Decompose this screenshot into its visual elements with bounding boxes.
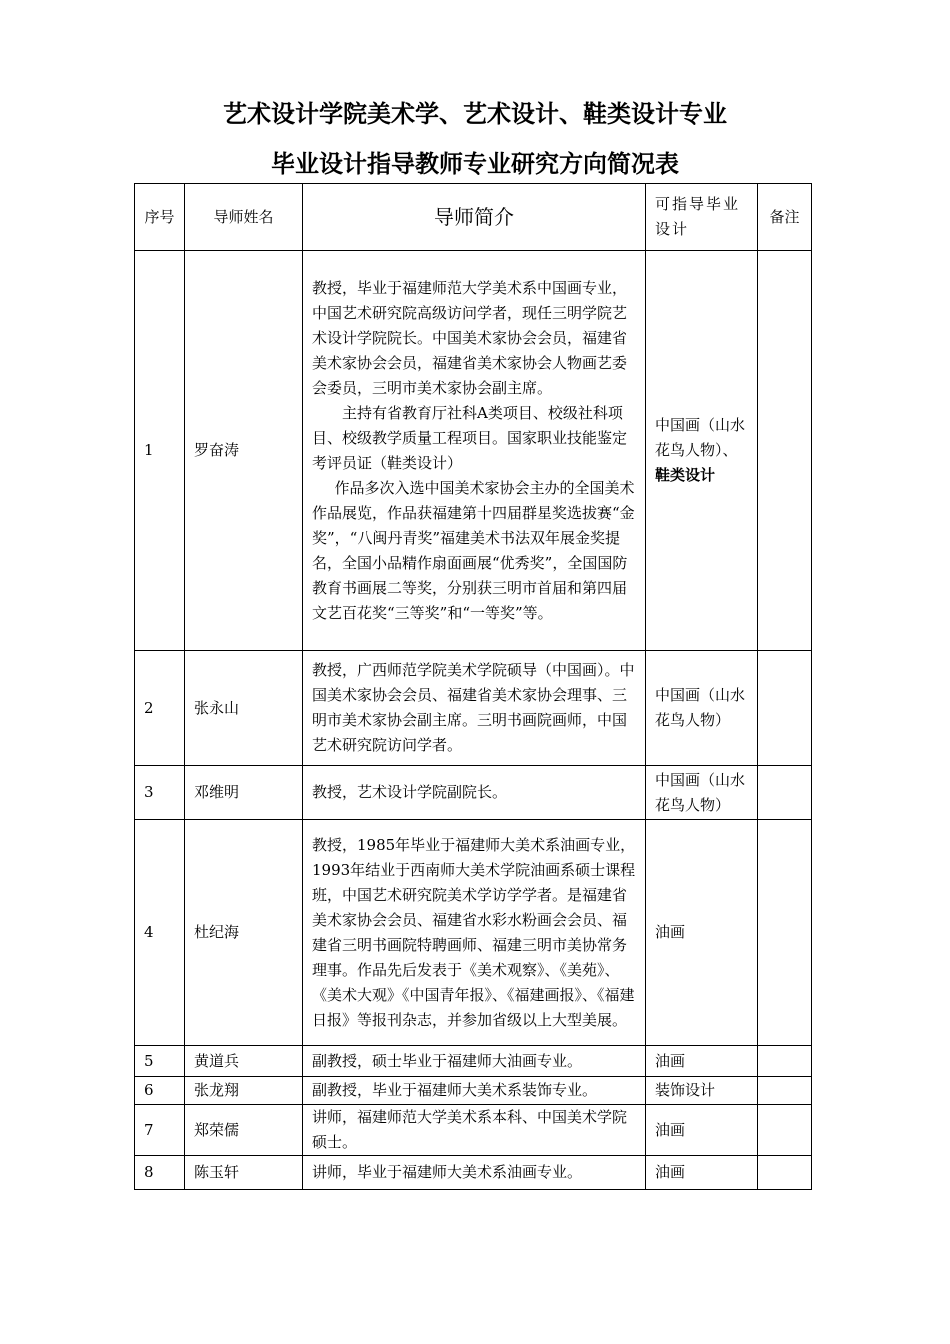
table-row [135, 1077, 812, 1105]
row-design: 装饰设计 [646, 1077, 758, 1105]
table-row [135, 766, 812, 820]
row-design: 油画 [646, 820, 758, 1046]
row-design [646, 251, 758, 651]
row-remark [758, 1046, 812, 1077]
row-index: 5 [135, 1046, 185, 1077]
design-text: 中国画（山水花鸟人物）、 [655, 416, 746, 459]
header-name: 导师姓名 [185, 184, 303, 251]
header-remark: 备注 [758, 184, 812, 251]
row-index: 1 [135, 251, 185, 651]
row-name: 罗奋涛 [185, 251, 303, 651]
row-remark [758, 651, 812, 766]
row-intro: 副教授，毕业于福建师大美术系装饰专业。 [303, 1077, 646, 1105]
intro-paragraph: 主持有省教育厅社科A类项目、校级社科项目、校级教学质量工程项目。国家职业技能鉴定考评员证（鞋类设计） [312, 403, 628, 472]
row-design: 油画 [646, 1105, 758, 1156]
row-intro [303, 251, 646, 651]
document-title-line1: 艺术设计学院美术学、艺术设计、鞋类设计专业 [223, 100, 727, 128]
row-name: 杜纪海 [185, 820, 303, 1046]
design-extra: 鞋类设计 [655, 466, 716, 484]
row-index: 7 [135, 1105, 185, 1156]
row-intro: 讲师，毕业于福建师大美术系油画专业。 [303, 1156, 646, 1190]
row-name: 郑荣儒 [185, 1105, 303, 1156]
row-remark [758, 1105, 812, 1156]
row-design: 油画 [646, 1046, 758, 1077]
row-intro: 教授，艺术设计学院副院长。 [303, 766, 646, 820]
row-remark [758, 766, 812, 820]
row-intro: 教授，1985年毕业于福建师大美术系油画专业，1993年结业于西南师大美术学院油画系硕士课程班，中国艺术研究院美术学访学学者。是福建省美术家协会会员、福建省水彩水粉画会会员、福建省三明书画院特聘画师、福建三明市美协常务理事。作品先后发表于《美术观察》、《美苑》、《美术大观》《中国青年报》、《福建画报》、《福建日报》等报刊杂志，并参加省级以上大型美展。 [303, 820, 646, 1046]
row-remark [758, 820, 812, 1046]
row-design: 油画 [646, 1156, 758, 1190]
row-name: 邓维明 [185, 766, 303, 820]
row-design: 中国画（山水花鸟人物） [646, 651, 758, 766]
row-index: 4 [135, 820, 185, 1046]
header-index: 序号 [135, 184, 185, 251]
row-intro: 教授，广西师范学院美术学院硕导（中国画）。中国美术家协会会员、福建省美术家协会理事、三明市美术家协会副主席。三明书画院画师，中国艺术研究院访问学者。 [303, 651, 646, 766]
advisor-table [134, 183, 812, 1190]
header-design: 可指导毕业设计 [646, 184, 758, 251]
row-index: 6 [135, 1077, 185, 1105]
row-design: 中国画（山水花鸟人物） [646, 766, 758, 820]
row-remark [758, 1156, 812, 1190]
row-name: 张龙翔 [185, 1077, 303, 1105]
row-remark [758, 251, 812, 651]
row-name: 陈玉轩 [185, 1156, 303, 1190]
table-row [135, 1105, 812, 1156]
table-row [135, 1046, 812, 1077]
intro-paragraph: 作品多次入选中国美术家协会主办的全国美术作品展览，作品获福建第十四届群星奖选拔赛“金奖”，“八闽丹青奖”福建美术书法双年展金奖提名，全国小品精作扇面画展“优秀奖”，全国国防教育书画展二等奖，分别获三明市首届和第四届文艺百花奖“三等奖”和“一等奖”等。 [312, 478, 635, 622]
row-index: 3 [135, 766, 185, 820]
document-title-line2: 毕业设计指导教师专业研究方向简况表 [271, 150, 679, 178]
table-row [135, 251, 812, 651]
header-intro: 导师简介 [303, 184, 646, 251]
intro-paragraph: 教授，毕业于福建师范大学美术系中国画专业，中国艺术研究院高级访问学者，现任三明学院艺术设计学院院长。中国美术家协会会员，福建省美术家协会会员，福建省美术家协会人物画艺委会委员，三明市美术家协会副主席。 [312, 278, 628, 397]
row-intro: 副教授，硕士毕业于福建师大油画专业。 [303, 1046, 646, 1077]
row-index: 8 [135, 1156, 185, 1190]
row-index: 2 [135, 651, 185, 766]
table-row [135, 1156, 812, 1190]
table-row [135, 651, 812, 766]
row-intro: 讲师，福建师范大学美术系本科、中国美术学院硕士。 [303, 1105, 646, 1156]
table-header-row [135, 184, 812, 251]
table-row [135, 820, 812, 1046]
row-name: 张永山 [185, 651, 303, 766]
row-remark [758, 1077, 812, 1105]
row-name: 黄道兵 [185, 1046, 303, 1077]
